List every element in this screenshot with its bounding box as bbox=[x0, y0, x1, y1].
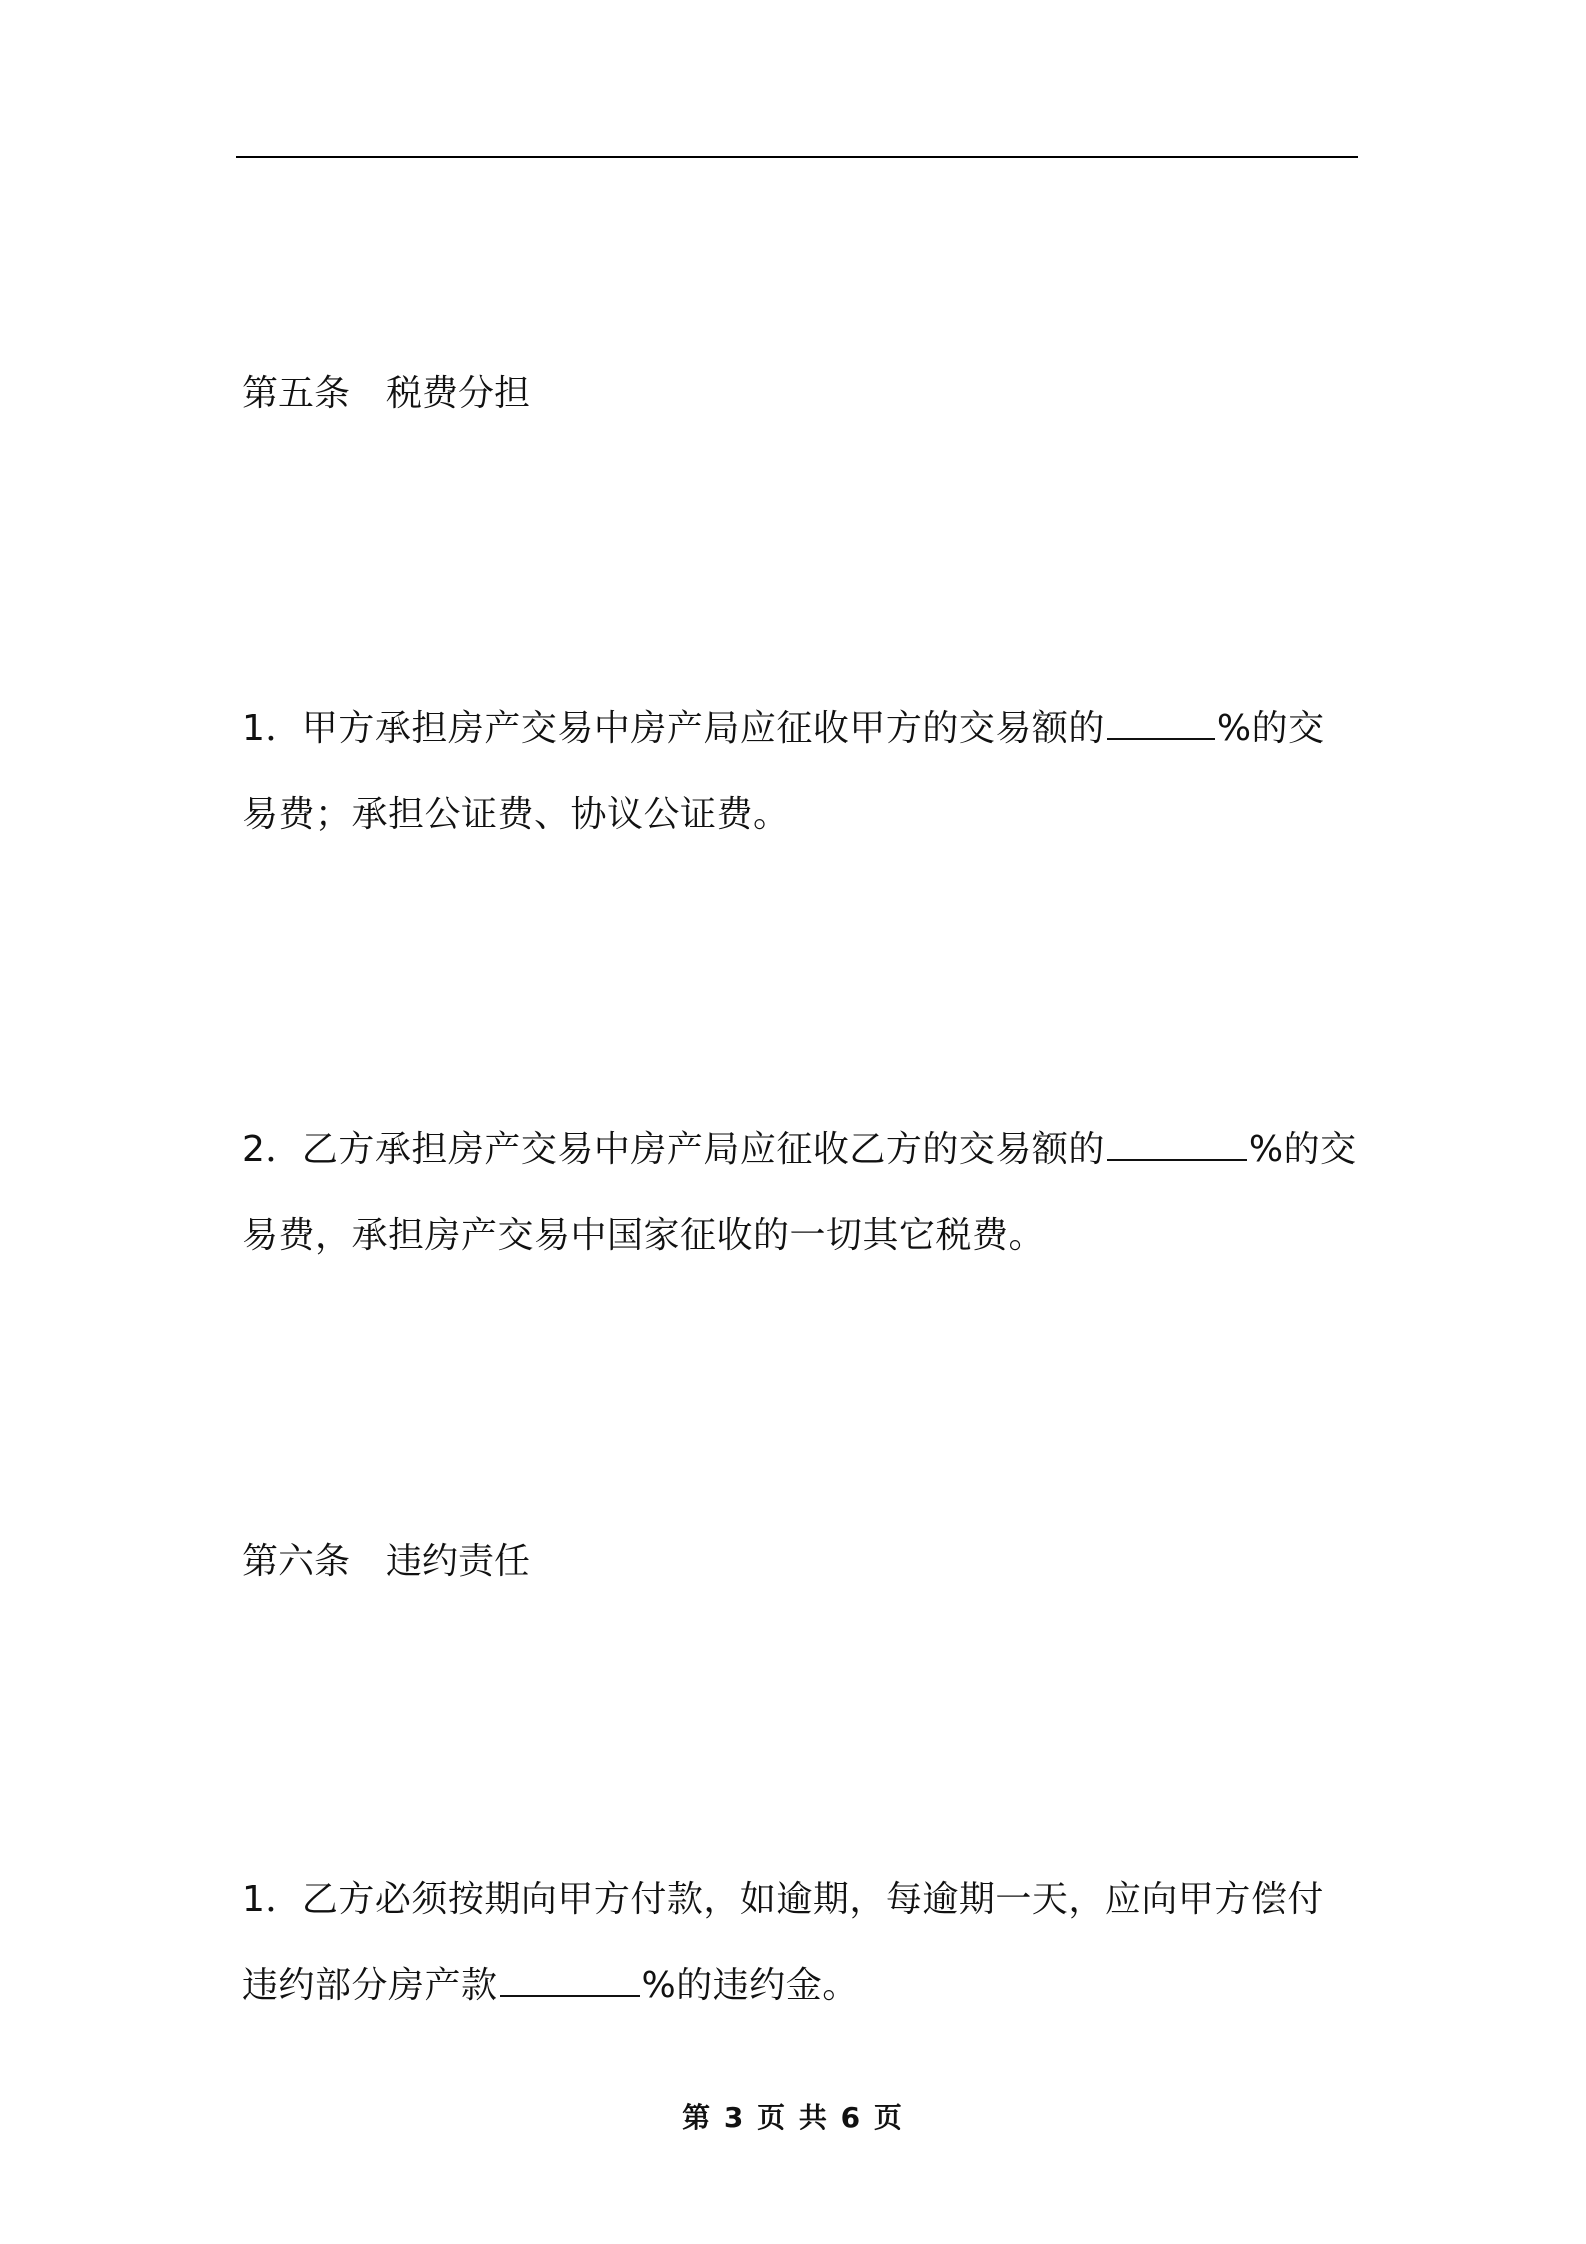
article5-item2 bbox=[242, 1107, 1358, 1279]
article5-item1-text-after: %的交易费；承担公证费、协议公证费。 bbox=[242, 708, 1325, 835]
page-number-footer: 第 3 页 共 6 页 bbox=[682, 2101, 904, 2134]
article5-item1 bbox=[242, 686, 1358, 858]
fill-in-blank[interactable] bbox=[500, 1965, 640, 1997]
article6-item1-text-before: 1．乙方必须按期向甲方付款，如逾期，每逾期一天，应向甲方偿付违约部分房产款 bbox=[242, 1879, 1324, 2006]
header-rule bbox=[236, 156, 1358, 158]
article5-item2-text-before: 2．乙方承担房产交易中房产局应征收乙方的交易额的 bbox=[242, 1129, 1105, 1170]
article5-heading: 第五条 税费分担 bbox=[242, 373, 531, 414]
article6-heading: 第六条 违约责任 bbox=[242, 1541, 531, 1582]
article5-item1-text-before: 1．甲方承担房产交易中房产局应征收甲方的交易额的 bbox=[242, 708, 1105, 749]
fill-in-blank[interactable] bbox=[1107, 708, 1215, 740]
article6-item1-text-after: %的违约金。 bbox=[641, 1965, 859, 2006]
fill-in-blank[interactable] bbox=[1107, 1129, 1247, 1161]
article6-item1 bbox=[242, 1857, 1358, 2029]
article5-item2-text-after: %的交易费，承担房产交易中国家征收的一切其它税费。 bbox=[242, 1129, 1357, 1256]
